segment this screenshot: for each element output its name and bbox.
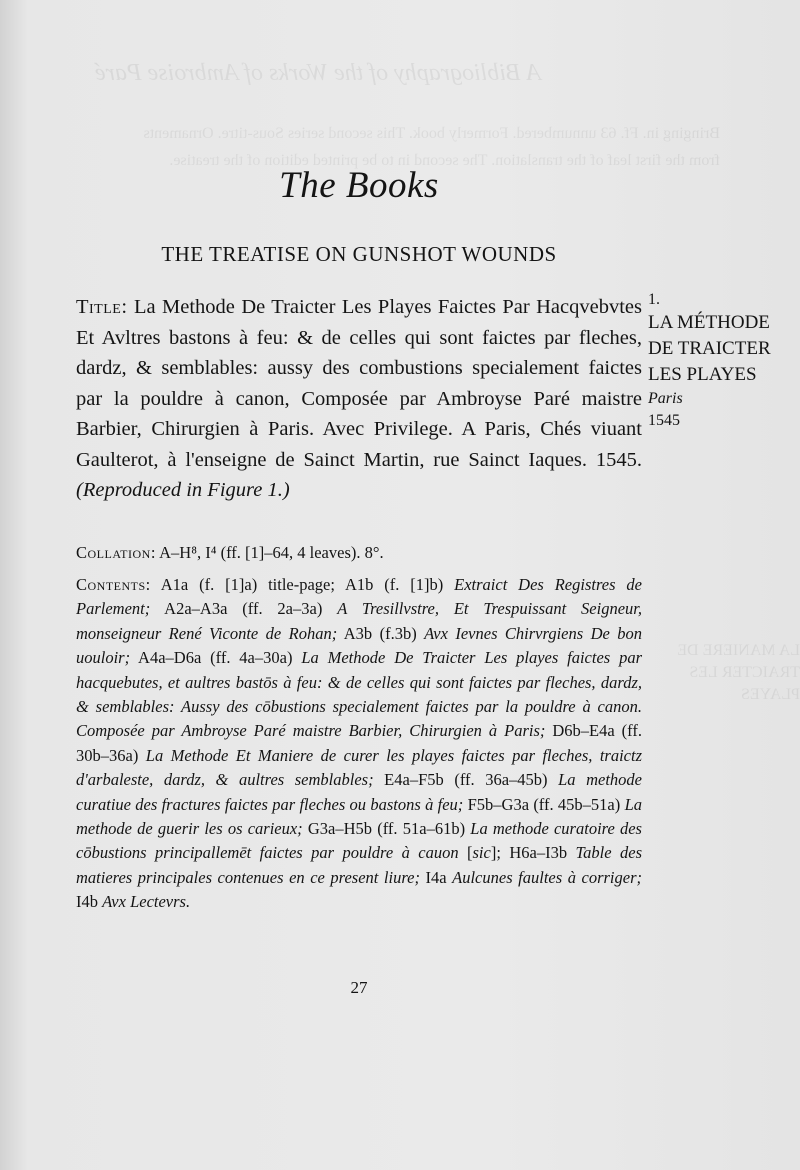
contents-italic-segment: Avx Lectevrs.	[102, 892, 191, 912]
contents-segment: G3a–H5b (ff. 51a–61b)	[302, 819, 471, 839]
title-text: La Methode De Traicter Les Playes Faictes Par Hacqvebvtes Et Avltres bastons à feu: & de celles qui sont faictes par fleches, dardz, & semblables: aussy des combustions specialement faictes par la pouldre à canon, Composée par Ambroyse Paré maistre Barbier, Chirurgien à Paris. Avec Privilege. A Paris, Chés viuant Gaulterot, à l'enseigne de Sainct Martin, rue Sainct Iaques. 1545.	[76, 296, 642, 471]
contents-italic-segment: La Methode De Traicter Les playes faictes par hacquebutes, et aultres bastōs à feu: & de celles qui sont faictes par fleches, dardz, & semblables: Aussy des cōbustions specialement faictes par la pouldre à canon. Composée par Ambroyse Paré maistre Barbier, Chirurgien à Paris;	[76, 648, 642, 741]
collation-entry	[76, 541, 642, 565]
contents-segment: I4a	[419, 867, 453, 887]
contents-italic-segment: La methode curatoire des cōbustions principallemēt faictes par pouldre à cauon	[76, 819, 642, 863]
contents-entry	[76, 573, 642, 915]
contents-segment: E4a–F5b (ff. 36a–45b)	[373, 770, 559, 790]
margin-note-year: 1545	[648, 412, 680, 429]
page-number: 27	[350, 978, 368, 997]
contents-segment: A3b (f.3b)	[337, 623, 425, 643]
contents-segment: I4b	[76, 892, 103, 912]
margin-note	[648, 290, 798, 432]
contents-italic-segment: Avx Ievnes Chirvrgiens De bon uouloir;	[76, 623, 642, 668]
title-entry	[76, 292, 642, 506]
bleed-through-text: A Bibliography of the Works of Ambroise Paré Bringing in. Ff. 63 unnumbered. Formerly book. This second series Sous-titre. Ornaments from the first leaf of the translation. The second in to be printed edition of the treatise. LA MANIERE DE TRAICTER LES PLAYES	[95, 60, 800, 703]
margin-note-number: 1.	[648, 291, 660, 308]
contents-italic-segment: La methode curatiue des fractures faictes par fleches ou bastons à feu;	[76, 770, 642, 814]
contents-italic-segment: La methode de guerir les os carieux;	[76, 794, 642, 839]
contents-body	[76, 575, 642, 911]
contents-segment: D6b–E4a (ff. 30b–36a)	[76, 721, 642, 765]
margin-note-place: Paris	[648, 390, 683, 407]
collation-text: A–H⁸, I⁴ (ff. [1]–64, 4 leaves). 8°.	[159, 543, 384, 562]
section-title: The Books	[279, 165, 439, 206]
contents-italic-segment: Extraict Des Registres de Parlement;	[76, 575, 642, 619]
subsection-title: THE TREATISE ON GUNSHOT WOUNDS	[161, 242, 557, 266]
contents-segment: ]; H6a–I3b	[490, 843, 576, 863]
contents-italic-segment: La Methode Et Maniere de curer les playes faictes par fleches, traictz d'arbaleste, dardz, & aultres semblables;	[76, 745, 642, 790]
contents-segment: A1a (f. [1]a) title-page; A1b (f. [1]b)	[150, 575, 455, 594]
contents-segment: A2a–A3a (ff. 2a–3a)	[150, 599, 338, 619]
title-note: (Reproduced in Figure 1.)	[76, 479, 290, 501]
contents-segment: A4a–D6a (ff. 4a–30a)	[130, 648, 302, 668]
margin-note-heading-line: DE TRAICTER	[648, 338, 771, 359]
contents-italic-segment: Table des matieres principales contenues en ce present liure;	[76, 843, 642, 887]
contents-italic-segment: A Tresillvstre, Et Trespuissant Seigneur, monseigneur René Viconte de Rohan;	[76, 599, 642, 643]
contents-italic-segment: sic	[472, 843, 491, 863]
title-label: Title:	[76, 296, 128, 318]
margin-note-heading-line: LES PLAYES	[648, 364, 757, 385]
margin-note-heading-line: LA MÉTHODE	[648, 312, 770, 333]
contents-label: Contents:	[76, 575, 151, 594]
contents-segment: F5b–G3a (ff. 45b–51a)	[463, 794, 625, 814]
collation-label: Collation:	[76, 543, 156, 562]
contents-italic-segment: Aulcunes faultes à corriger;	[452, 867, 643, 887]
contents-segment: [	[458, 843, 473, 863]
